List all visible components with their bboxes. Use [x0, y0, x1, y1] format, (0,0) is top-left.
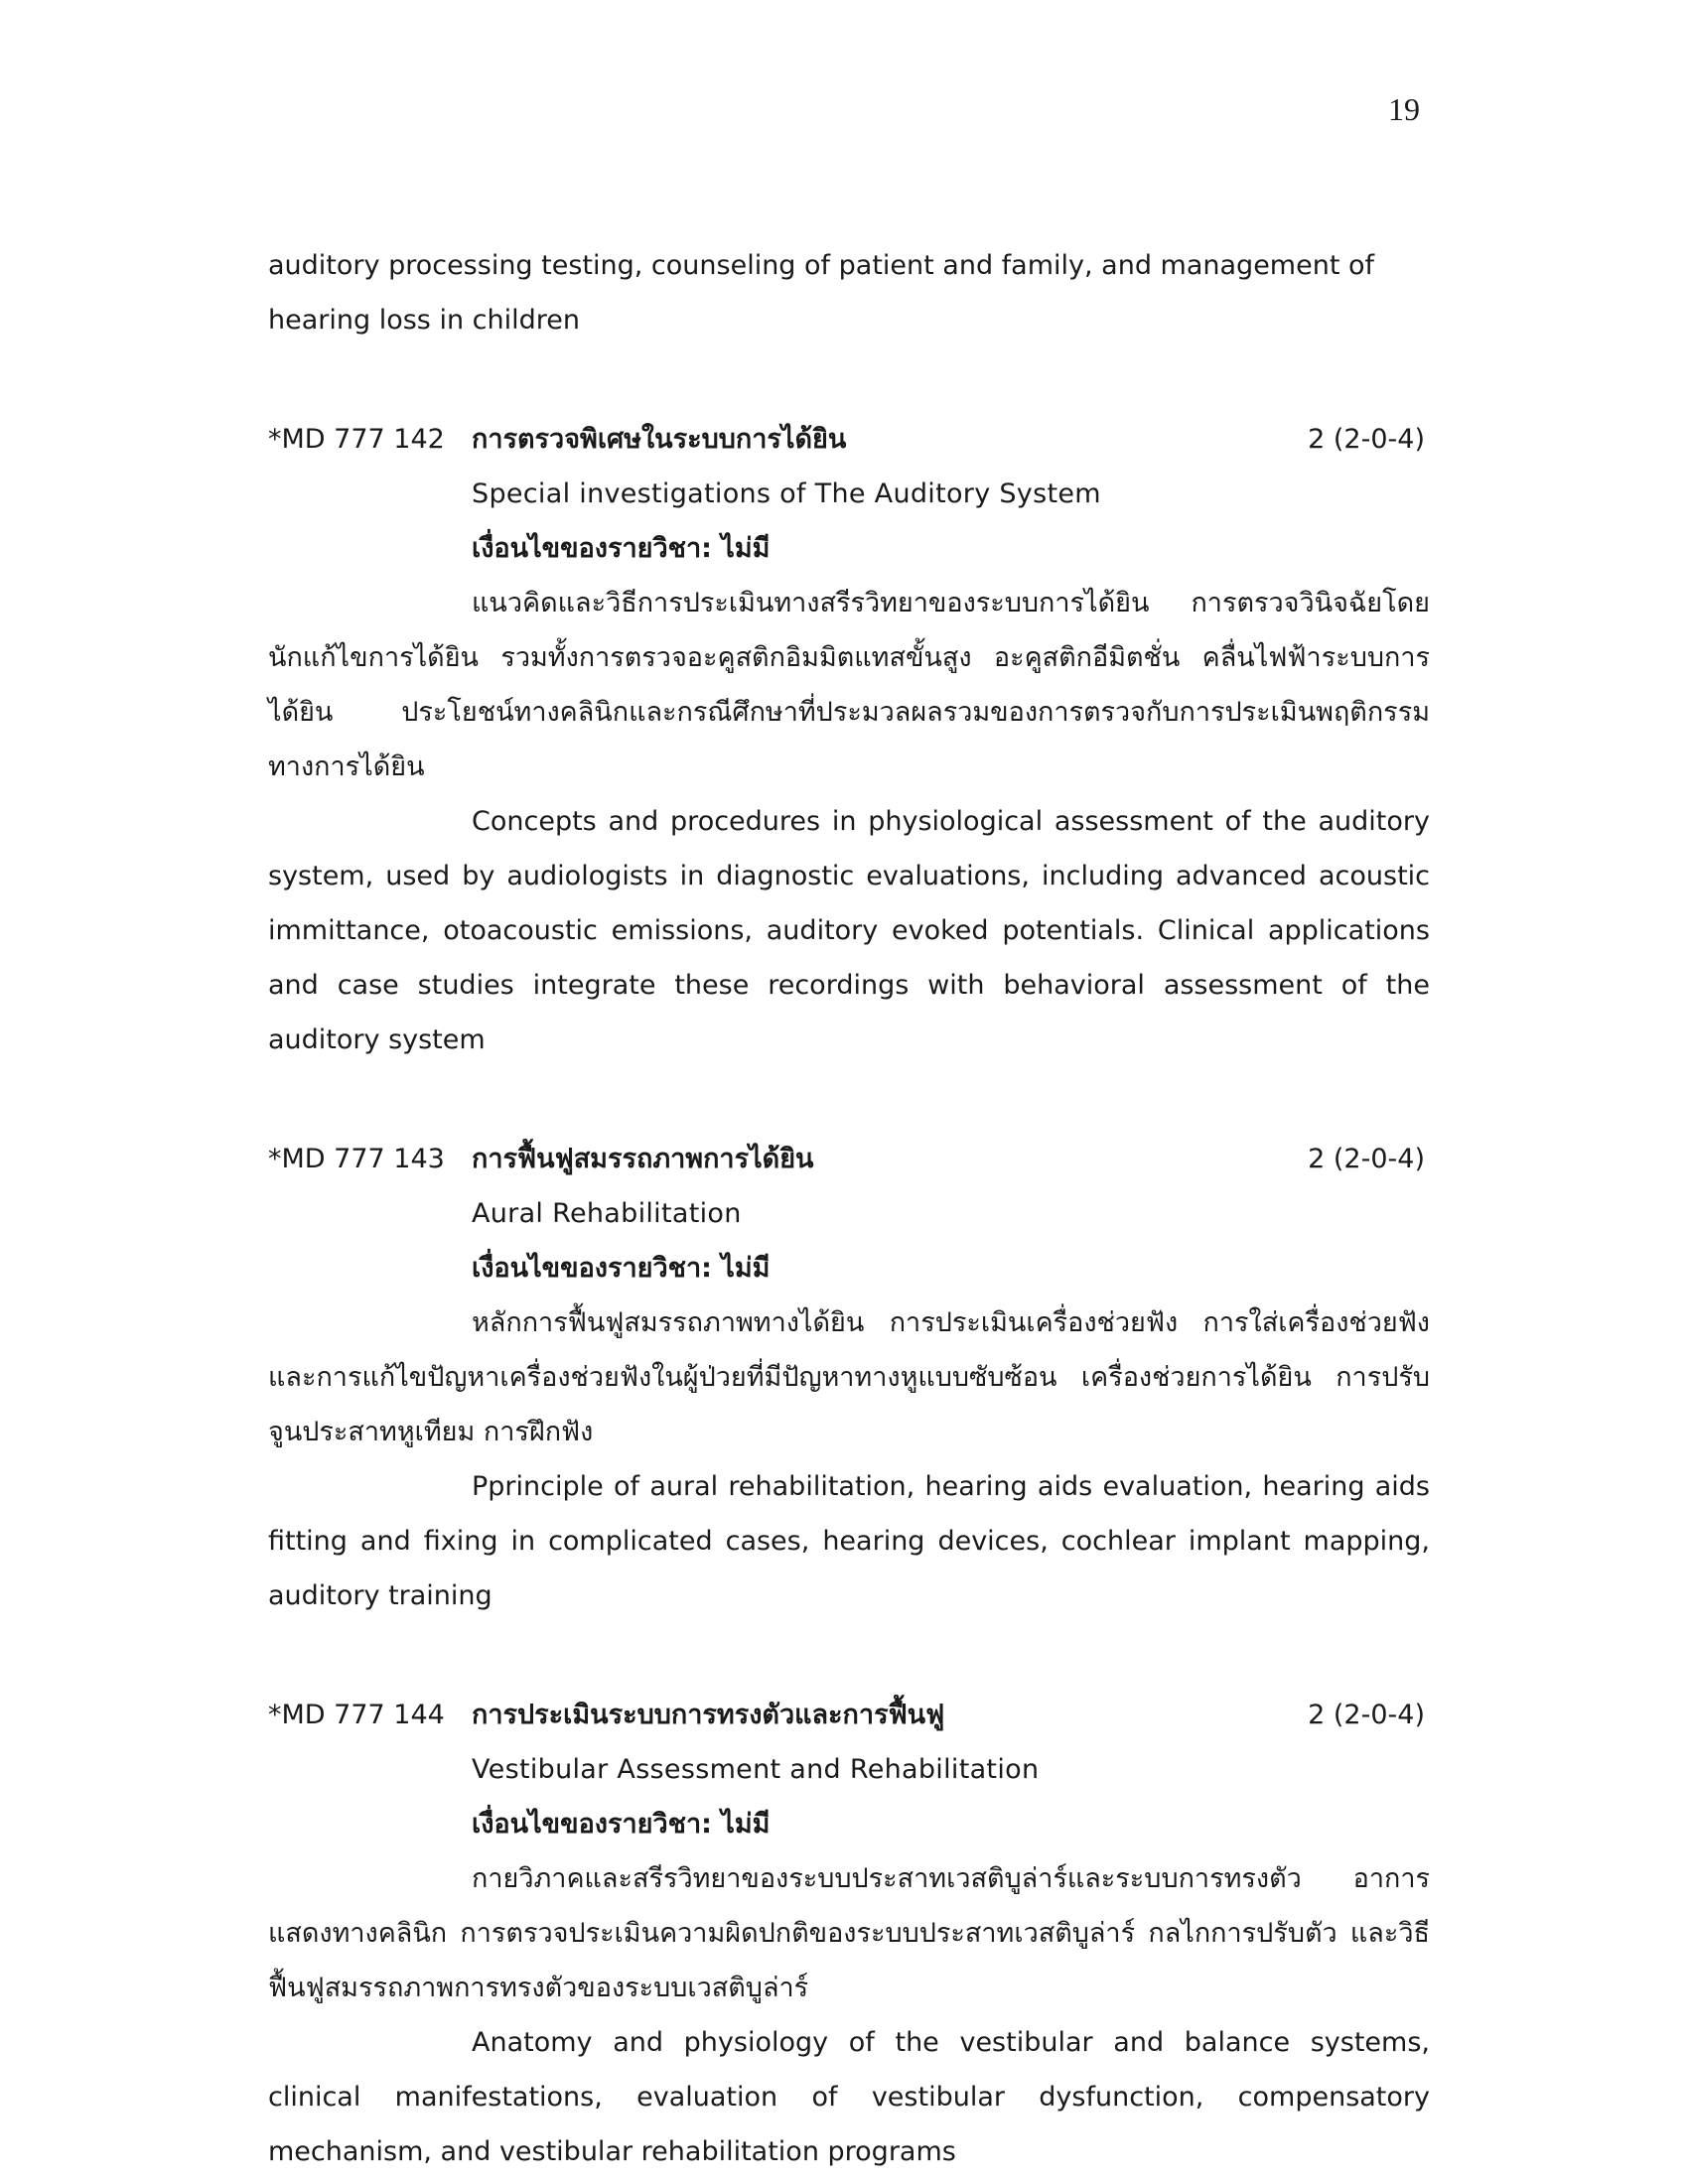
course-english-title: Vestibular Assessment and Rehabilitation [472, 1754, 1040, 1785]
course-header [268, 412, 1430, 467]
course-thai-description: หลักการฟื้นฟูสมรรถภาพทางได้ยิน การประเมินเครื่องช่วยฟัง การใส่เครื่องช่วยฟัง และการแก้ไขปัญหาเครื่องช่วยฟังในผู้ป่วยที่มีปัญหาทางหูแบบซับซ้อน เครื่องช่วยการได้ยิน การปรับจูนประสาทหูเทียม การฝึกฟัง [268, 1307, 1430, 1447]
page-number: 19 [1388, 91, 1420, 127]
document-body [268, 238, 1430, 2179]
course-credits: 2 (2-0-4) [1308, 424, 1425, 455]
course-credits: 2 (2-0-4) [1308, 1700, 1425, 1730]
course-credits: 2 (2-0-4) [1308, 1144, 1425, 1174]
course-section [268, 1688, 1430, 2179]
course-header [268, 1688, 1430, 1742]
course-section [268, 412, 1430, 1067]
course-prerequisite: เงื่อนไขของรายวิชา: ไม่มี [472, 1253, 771, 1284]
course-english-description: Pprinciple of aural rehabilitation, hearing aids evaluation, hearing aids fitting and fixing in complicated cases, hearing devices, cochlear implant mapping, auditory training [268, 1471, 1430, 1611]
course-code: *MD 777 144 [268, 1700, 445, 1730]
course-header [268, 1132, 1430, 1186]
course-thai-description: แนวคิดและวิธีการประเมินทางสรีรวิทยาของระบบการได้ยิน การตรวจวินิจฉัยโดยนักแก้ไขการได้ยิน รวมทั้งการตรวจอะคูสติกอิมมิตแทสขั้นสูง อะคูสติกอีมิตชั่น คลื่นไฟฟ้าระบบการได้ยิน ประโยชน์ทางคลินิกและกรณีศึกษาที่ประมวลผลรวมของการตรวจกับการประเมินพฤติกรรมทางการได้ยิน [268, 588, 1430, 782]
course-section [268, 1132, 1430, 1623]
course-thai-description: กายวิภาคและสรีรวิทยาของระบบประสาทเวสติบูล่าร์และระบบการทรงตัว อาการแสดงทางคลินิก การตรวจประเมินความผิดปกติของระบบประสาทเวสติบูล่าร์ กลไกการปรับตัว และวิธีฟื้นฟูสมรรถภาพการทรงตัวของระบบเวสติบูล่าร์ [268, 1863, 1430, 2003]
course-thai-title: การตรวจพิเศษในระบบการได้ยิน [472, 424, 847, 455]
course-thai-title: การฟื้นฟูสมรรถภาพการได้ยิน [472, 1144, 814, 1174]
course-english-description: Anatomy and physiology of the vestibular and balance systems, clinical manifestations, evaluation of vestibular dysfunction, compensatory mechanism, and vestibular rehabilitation programs [268, 2027, 1430, 2167]
course-code: *MD 777 142 [268, 424, 445, 455]
course-code: *MD 777 143 [268, 1144, 445, 1174]
course-prerequisite: เงื่อนไขของรายวิชา: ไม่มี [472, 1809, 771, 1840]
course-thai-title: การประเมินระบบการทรงตัวและการฟื้นฟู [472, 1700, 945, 1730]
intro-paragraph: auditory processing testing, counseling of patient and family, and management of hearing loss in children [268, 250, 1375, 336]
course-english-title: Special investigations of The Auditory System [472, 478, 1101, 509]
course-english-description: Concepts and procedures in physiological assessment of the auditory system, used by audiologists in diagnostic evaluations, including advanced acoustic immittance, otoacoustic emissions, auditory evoked potentials. Clinical applications and case studies integrate these recordings with behavioral assessment of the auditory system [268, 806, 1430, 1055]
course-english-title: Aural Rehabilitation [472, 1198, 742, 1229]
course-prerequisite: เงื่อนไขของรายวิชา: ไม่มี [472, 533, 771, 564]
